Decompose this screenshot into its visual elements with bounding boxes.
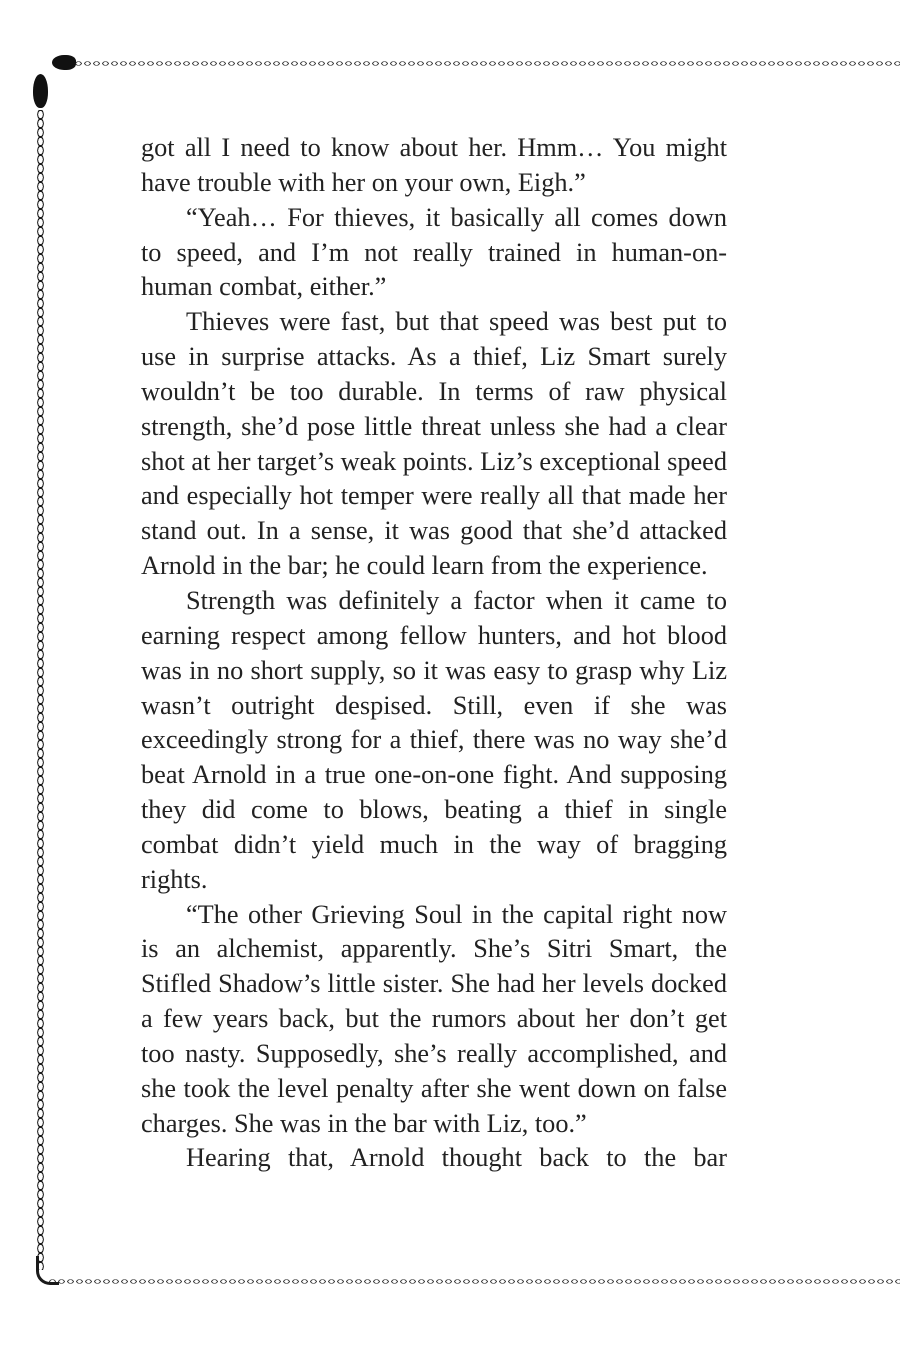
body-text <box>141 131 727 1176</box>
chain-border-bottom <box>48 1276 900 1287</box>
paragraph-continuation: got all I need to know about her. Hmm… You might have trouble with her on your own, Eigh.” <box>141 133 727 197</box>
paragraph: “The other Grieving Soul in the capital right now is an alchemist, apparently. She’s Sitri Smart, the Stifled Shadow’s little sister. She had her levels docked a few years back, but the rumors about her don’t get too nasty. Supposedly, she’s really accomplished, and she took the level penalty after she went down on false charges. She was in the bar with Liz, too.” <box>141 899 727 1138</box>
chain-border-left <box>35 110 46 1270</box>
paragraph: Thieves were fast, but that speed was best put to use in surprise attacks. As a thief, Liz Smart surely wouldn’t be too durable. In terms of raw physical strength, she’d pose little threat unless she had a clear shot at her target’s weak points. Liz’s exceptional speed and especially hot temper were really all that made her stand out. In a sense, it was good that she’d attacked Arnold in the bar; he could learn from the experience. <box>141 307 727 581</box>
chain-border-top <box>74 58 900 69</box>
paragraph: Strength was definitely a factor when it came to earning respect among fellow hunters, and hot blood was in no short supply, so it was easy to grasp why Liz wasn’t outright despised. Still, even if she was exceedingly strong for a thief, there was no way she’d beat Arnold in a true one-on-one fight. And supposing they did come to blows, beating a thief in single combat didn’t yield much in the way of bragging rights. <box>141 585 727 894</box>
chain-knot-ornament-left <box>33 74 48 108</box>
paragraph: “Yeah… For thieves, it basically all comes down to speed, and I’m not really trained in human-on-human combat, either.” <box>141 202 727 302</box>
paragraph-continues: Hearing that, Arnold thought back to the bar <box>186 1143 727 1173</box>
chain-knot-ornament <box>52 55 76 70</box>
